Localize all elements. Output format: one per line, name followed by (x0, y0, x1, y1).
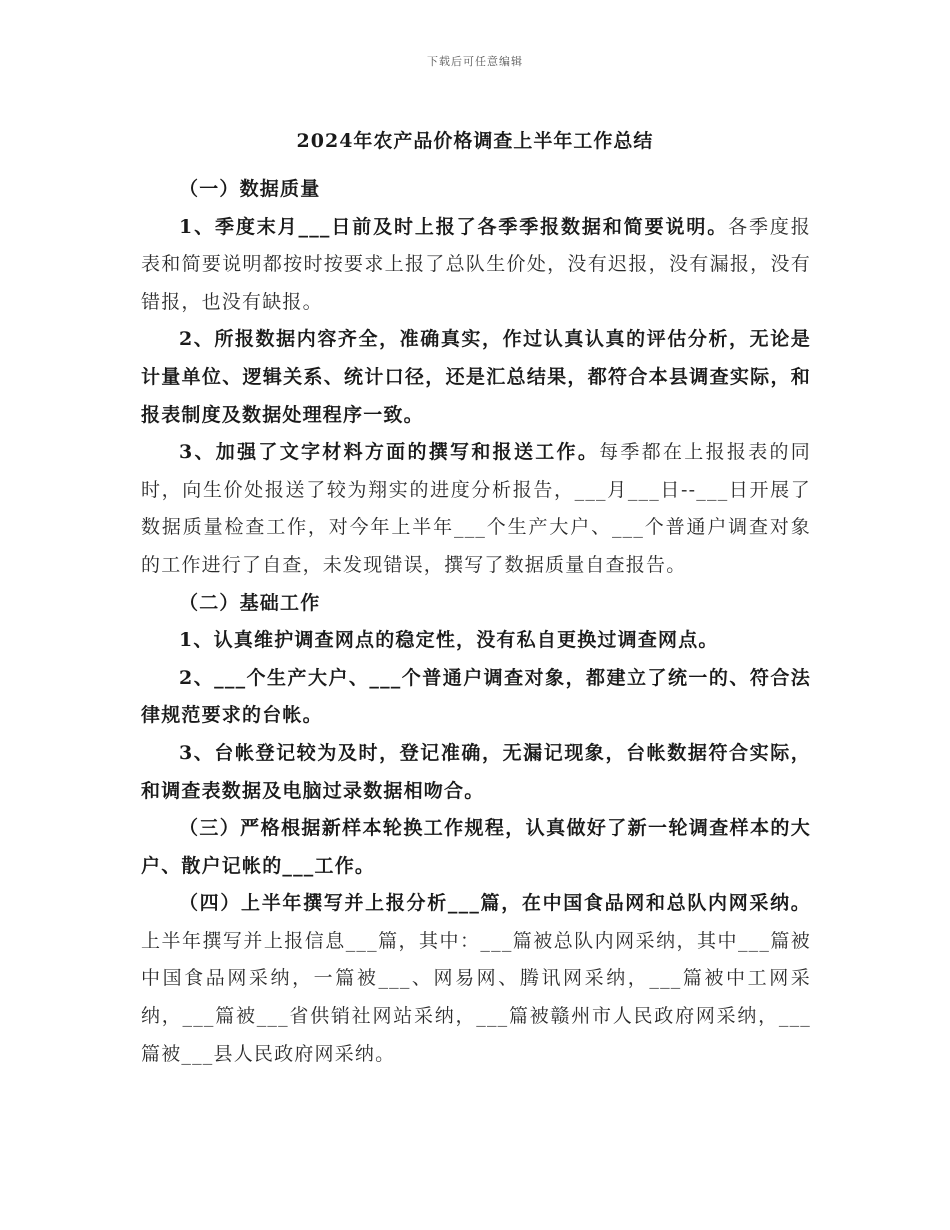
section-heading-basic-work: （二）基础工作 (179, 591, 321, 614)
document-title: 2024年农产品价格调查上半年工作总结 (296, 130, 654, 152)
paragraph-written-materials: 3、加强了文字材料方面的撰写和报送工作。每季都在上报报表的同时，向生价处报送了较为翔实的进度分析报告，___月___日--___日开展了数据质量检查工作，对今年上半年___个生产大户、___个普通户调查对象的工作进行了自查，未发现错误，撰写了数据质量自查报告。 (141, 441, 811, 576)
paragraph-data-complete: 2、所报数据内容齐全，准确真实，作过认真认真的评估分析，无论是计量单位、逻辑关系、统计口径，还是汇总结果，都符合本县调查实际，和报表制度及数据处理程序一致。 (141, 328, 811, 426)
document-body (141, 171, 811, 1073)
paragraph-ledgers: 2、___个生产大户、___个普通户调查对象，都建立了统一的、符合法律规范要求的台帐。 (141, 666, 811, 727)
paragraph-quarterly-report: 1、季度末月___日前及时上报了各季季报数据和简要说明。各季度报表和简要说明都按时按要求上报了总队生价处，没有迟报，没有漏报，没有错报，也没有缺报。 (141, 215, 811, 313)
section-sample-rotation: （三）严格根据新样本轮换工作规程，认真做好了新一轮调查样本的大户、散户记帐的___工作。 (141, 817, 811, 877)
section-heading-data-quality: （一）数据质量 (179, 178, 321, 200)
paragraph-survey-points: 1、认真维护调查网点的稳定性，没有私自更换过调查网点。 (179, 629, 719, 652)
section-analysis-reports: （四）上半年撰写并上报分析___篇，在中国食品网和总队内网采纳。上半年撰写并上报信息___篇，其中：___篇被总队内网采纳，其中___篇被中国食品网采纳，一篇被___、网易网、腾讯网采纳，___篇被中工网采纳，___篇被___省供销社网站采纳，___篇被赣州市人民政府网采纳，___篇被___县人民政府网采纳。 (141, 892, 811, 1065)
paragraph-ledger-registration: 3、台帐登记较为及时，登记准确，无漏记现象，台帐数据符合实际，和调查表数据及电脑过录数据相吻合。 (141, 741, 811, 802)
header-note: 下载后可任意编辑 (427, 55, 523, 68)
